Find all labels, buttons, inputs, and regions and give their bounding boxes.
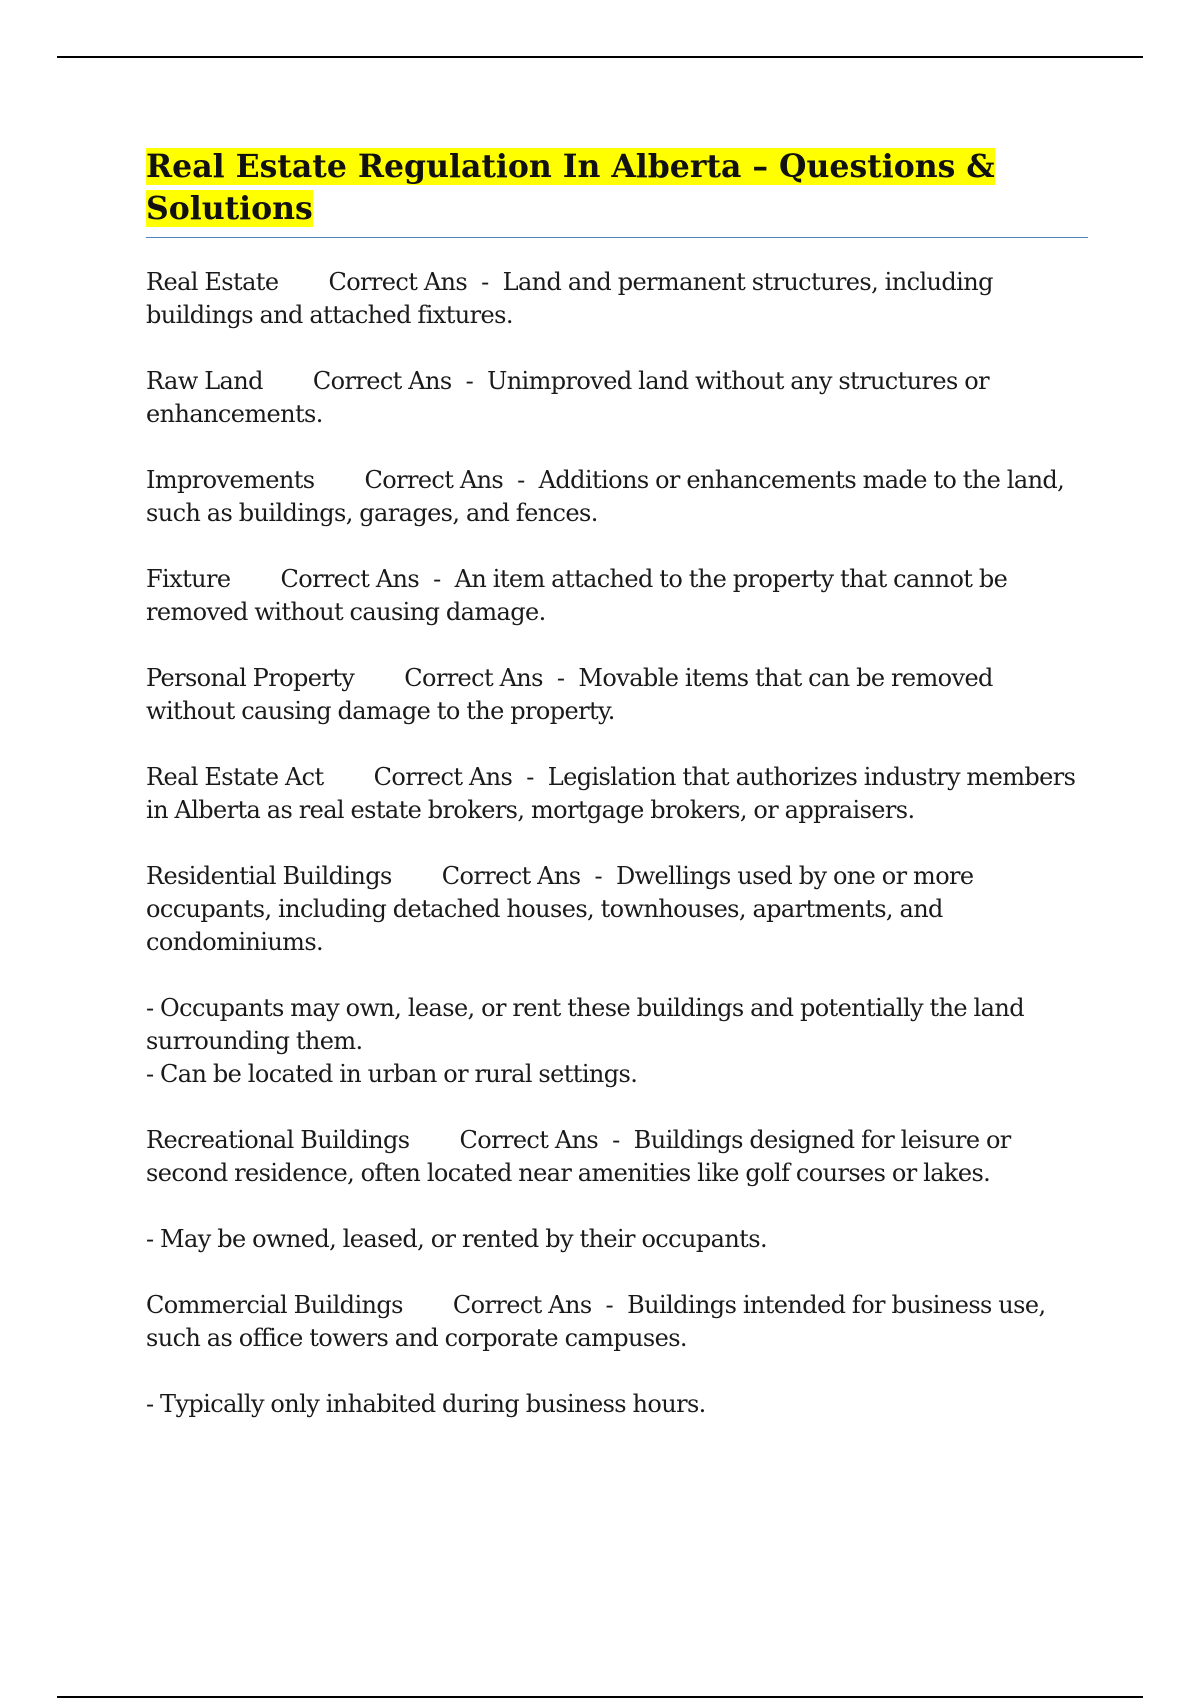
qa-definition: An item attached to the property that cannot be removed without causing damage.: [146, 565, 1008, 626]
qa-term: Personal Property: [146, 664, 355, 692]
note-residential-1: - Occupants may own, lease, or rent these buildings and potentially the land surrounding them.: [146, 994, 1024, 1055]
answer-label: Correct Ans: [452, 1291, 592, 1319]
qa-definition: Dwellings used by one or more occupants, including detached houses, townhouses, apartments, and condominiums.: [146, 862, 974, 956]
title-block: [146, 146, 1088, 238]
separator: -: [605, 1291, 614, 1319]
separator: -: [612, 1126, 620, 1154]
qa-definition: Buildings intended for business use, such as office towers and corporate campuses.: [146, 1291, 1046, 1352]
qa-definition: Legislation that authorizes industry members in Alberta as real estate brokers, mortgage brokers, or appraisers.: [146, 763, 1076, 824]
note-recreational-1: - May be owned, leased, or rented by their occupants.: [146, 1225, 767, 1253]
page-bottom-rule: [57, 1696, 1143, 1698]
separator: -: [481, 268, 489, 296]
document-title: [146, 146, 1088, 230]
title-highlight: Real Estate Regulation In Alberta – Questions & Solutions: [146, 148, 995, 227]
answer-label: Correct Ans: [373, 763, 513, 791]
qa-definition: Buildings designed for leisure or second residence, often located near amenities like golf courses or lakes.: [146, 1126, 1011, 1187]
qa-entry-recreational-buildings: [146, 1124, 1088, 1190]
qa-definition: Unimproved land without any structures or enhancements.: [146, 367, 989, 428]
qa-entry-residential-buildings: [146, 860, 1088, 959]
qa-term: Commercial Buildings: [146, 1291, 403, 1319]
page-top-rule: [57, 56, 1143, 58]
separator: -: [556, 664, 565, 692]
qa-term: Raw Land: [146, 367, 263, 395]
separator: -: [594, 862, 602, 890]
note-residential-2: - Can be located in urban or rural settings.: [146, 1060, 638, 1088]
answer-label: Correct Ans: [441, 862, 581, 890]
separator: -: [517, 466, 525, 494]
answer-label: Correct Ans: [404, 664, 543, 692]
document-body: [146, 146, 1088, 1454]
qa-entry-fixture: [146, 563, 1088, 629]
qa-entry-improvements: [146, 464, 1088, 530]
qa-entry-commercial-buildings: [146, 1289, 1088, 1355]
qa-term: Real Estate Act: [146, 763, 324, 791]
qa-entry-real-estate-act: [146, 761, 1088, 827]
qa-entry-raw-land: [146, 365, 1088, 431]
note-commercial-1: - Typically only inhabited during business hours.: [146, 1390, 706, 1418]
qa-term: Residential Buildings: [146, 862, 392, 890]
qa-definition: Movable items that can be removed without causing damage to the property.: [146, 664, 993, 725]
qa-term: Fixture: [146, 565, 231, 593]
answer-label: Correct Ans: [364, 466, 504, 494]
qa-term: Real Estate: [146, 268, 279, 296]
qa-term: Recreational Buildings: [146, 1126, 410, 1154]
answer-label: Correct Ans: [280, 565, 420, 593]
qa-entry-personal-property: [146, 662, 1088, 728]
answer-label: Correct Ans: [312, 367, 452, 395]
qa-definition: Land and permanent structures, including buildings and attached fixtures.: [146, 268, 993, 329]
separator: -: [465, 367, 474, 395]
qa-term: Improvements: [146, 466, 315, 494]
answer-label: Correct Ans: [328, 268, 468, 296]
qa-definition: Additions or enhancements made to the land, such as buildings, garages, and fences.: [146, 466, 1065, 527]
separator: -: [526, 763, 534, 791]
qa-entry-real-estate: [146, 266, 1088, 332]
answer-label: Correct Ans: [459, 1126, 599, 1154]
separator: -: [433, 565, 441, 593]
